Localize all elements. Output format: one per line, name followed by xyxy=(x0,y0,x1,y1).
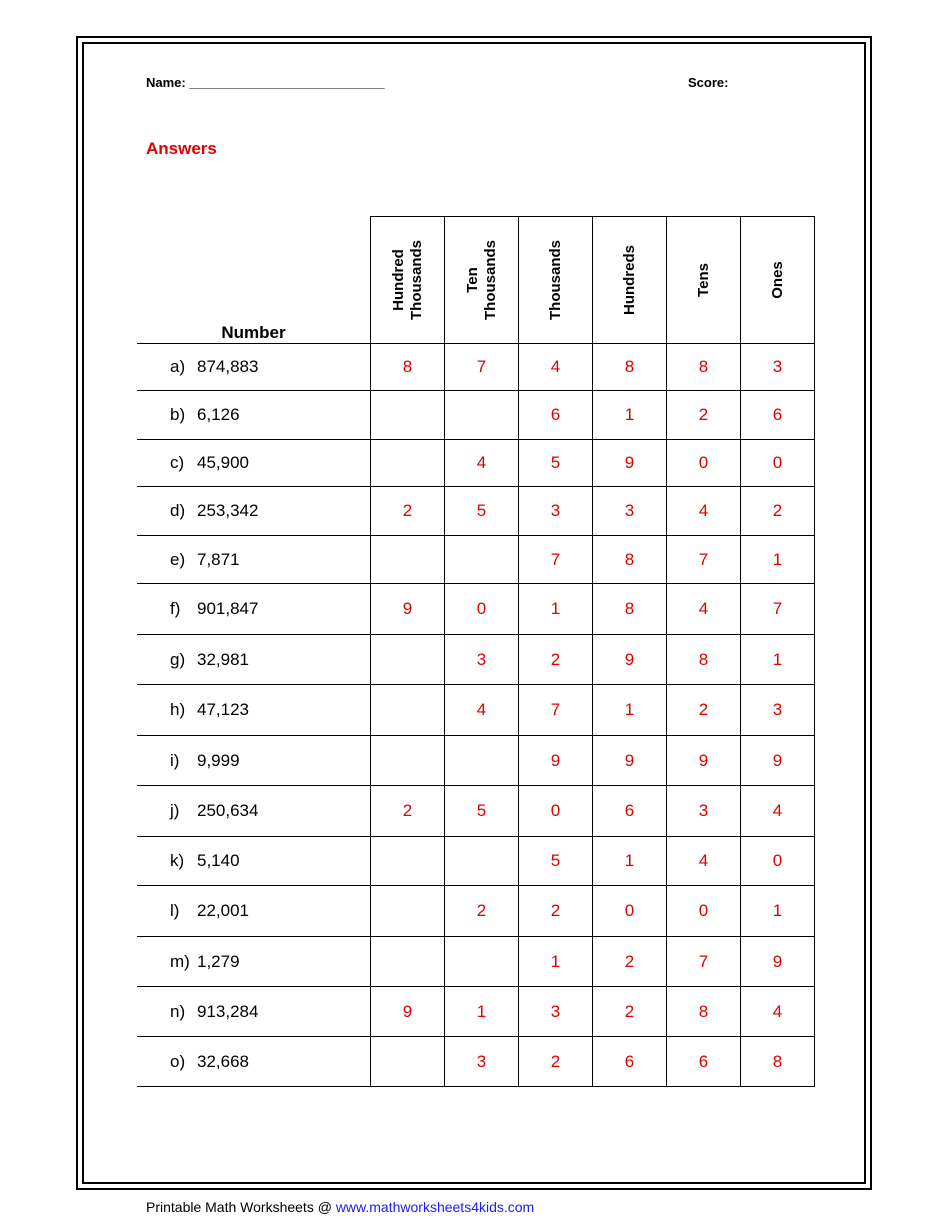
row-label xyxy=(137,736,371,786)
row-label xyxy=(137,635,371,685)
digit-cell xyxy=(371,837,445,886)
digit-cell: 8 xyxy=(667,344,741,391)
row-number: 22,001 xyxy=(197,901,249,920)
row-number: 6,126 xyxy=(197,405,240,424)
digit-cell: 3 xyxy=(741,344,815,391)
digit-cell: 6 xyxy=(667,1037,741,1087)
row-number: 5,140 xyxy=(197,851,240,870)
digit-cell xyxy=(445,837,519,886)
digit-cell: 5 xyxy=(445,786,519,837)
digit-cell: 8 xyxy=(593,536,667,584)
row-number: 32,981 xyxy=(197,649,249,669)
row-letter: e) xyxy=(170,549,186,569)
row-number: 913,284 xyxy=(197,1001,259,1021)
digit-cell: 3 xyxy=(519,987,593,1037)
digit-cell: 7 xyxy=(741,584,815,635)
column-header xyxy=(519,217,593,344)
row-letter: k) xyxy=(170,851,185,870)
column-header xyxy=(593,217,667,344)
digit-cell: 8 xyxy=(667,987,741,1037)
row-label xyxy=(137,344,371,391)
table-header-row xyxy=(137,217,815,344)
column-header xyxy=(741,217,815,344)
table-row xyxy=(137,786,815,837)
table-row xyxy=(137,635,815,685)
digit-cell: 1 xyxy=(741,635,815,685)
digit-cell: 1 xyxy=(741,886,815,937)
footer-link[interactable]: www.mathworksheets4kids.com xyxy=(335,1199,535,1215)
row-letter: i) xyxy=(170,750,180,770)
digit-cell: 9 xyxy=(741,937,815,987)
row-label xyxy=(137,786,371,837)
digit-cell xyxy=(371,1037,445,1087)
digit-cell xyxy=(445,736,519,786)
digit-cell: 9 xyxy=(593,736,667,786)
row-letter: f) xyxy=(170,599,181,618)
page-title: Answers xyxy=(146,139,217,158)
digit-cell: 4 xyxy=(445,685,519,736)
digit-cell: 3 xyxy=(593,487,667,536)
row-number: 7,871 xyxy=(197,549,240,569)
digit-cell: 2 xyxy=(593,987,667,1037)
row-letter: c) xyxy=(170,453,185,472)
digit-cell: 5 xyxy=(519,440,593,487)
digit-cell: 2 xyxy=(445,886,519,937)
row-label xyxy=(137,685,371,736)
digit-cell: 1 xyxy=(741,536,815,584)
row-label xyxy=(137,987,371,1037)
digit-cell xyxy=(371,391,445,440)
digit-cell: 1 xyxy=(593,685,667,736)
row-letter: b) xyxy=(170,405,186,424)
footer xyxy=(146,1199,534,1215)
digit-cell: 0 xyxy=(667,886,741,937)
digit-cell: 2 xyxy=(593,937,667,987)
digit-cell: 0 xyxy=(741,440,815,487)
row-label xyxy=(137,837,371,886)
digit-cell: 3 xyxy=(519,487,593,536)
row-label xyxy=(137,391,371,440)
digit-cell: 0 xyxy=(445,584,519,635)
column-header xyxy=(445,217,519,344)
digit-cell xyxy=(371,736,445,786)
digit-cell: 9 xyxy=(371,987,445,1037)
digit-cell: 4 xyxy=(741,786,815,837)
digit-cell: 4 xyxy=(445,440,519,487)
digit-cell: 3 xyxy=(445,635,519,685)
column-header xyxy=(371,217,445,344)
digit-cell: 9 xyxy=(667,736,741,786)
row-letter: d) xyxy=(170,501,186,520)
digit-cell: 1 xyxy=(519,584,593,635)
name-field: Name: ___________________________ xyxy=(146,75,385,90)
digit-cell: 4 xyxy=(667,487,741,536)
digit-cell: 3 xyxy=(667,786,741,837)
column-header-label: Hundreds xyxy=(620,244,638,316)
digit-cell: 5 xyxy=(445,487,519,536)
digit-cell: 3 xyxy=(445,1037,519,1087)
row-letter: o) xyxy=(170,1051,186,1071)
row-letter: m) xyxy=(170,951,190,971)
digit-cell xyxy=(371,536,445,584)
column-header xyxy=(667,217,741,344)
digit-cell: 9 xyxy=(593,635,667,685)
digit-cell: 8 xyxy=(741,1037,815,1087)
row-label xyxy=(137,440,371,487)
row-label xyxy=(137,536,371,584)
row-letter: h) xyxy=(170,700,186,719)
digit-cell: 2 xyxy=(667,391,741,440)
table-row xyxy=(137,1037,815,1087)
table-row xyxy=(137,987,815,1037)
score-label: Score: xyxy=(688,75,729,90)
digit-cell: 2 xyxy=(519,635,593,685)
row-letter: a) xyxy=(170,357,186,376)
row-number: 250,634 xyxy=(197,801,259,820)
digit-cell: 1 xyxy=(445,987,519,1037)
digit-cell: 8 xyxy=(371,344,445,391)
digit-cell: 6 xyxy=(593,786,667,837)
digit-cell: 4 xyxy=(519,344,593,391)
column-header-label: Ones xyxy=(768,261,786,299)
column-header-label: Ten Thousands xyxy=(463,239,499,321)
digit-cell: 9 xyxy=(741,736,815,786)
digit-cell: 3 xyxy=(741,685,815,736)
row-number: 9,999 xyxy=(197,750,240,770)
table-row xyxy=(137,536,815,584)
table-row xyxy=(137,736,815,786)
digit-cell: 4 xyxy=(667,584,741,635)
table-row xyxy=(137,440,815,487)
digit-cell: 9 xyxy=(593,440,667,487)
place-value-table xyxy=(137,216,815,1087)
table-row xyxy=(137,886,815,937)
digit-cell: 8 xyxy=(593,584,667,635)
digit-cell: 7 xyxy=(667,937,741,987)
digit-cell: 2 xyxy=(371,786,445,837)
row-number: 253,342 xyxy=(197,501,259,520)
digit-cell: 2 xyxy=(741,487,815,536)
digit-cell: 6 xyxy=(519,391,593,440)
digit-cell: 0 xyxy=(741,837,815,886)
digit-cell: 0 xyxy=(593,886,667,937)
digit-cell: 9 xyxy=(371,584,445,635)
row-number: 874,883 xyxy=(197,357,259,376)
digit-cell xyxy=(371,685,445,736)
digit-cell xyxy=(371,635,445,685)
digit-cell: 7 xyxy=(519,536,593,584)
row-letter: j) xyxy=(170,801,180,820)
digit-cell: 7 xyxy=(445,344,519,391)
digit-cell xyxy=(445,391,519,440)
digit-cell: 2 xyxy=(519,886,593,937)
digit-cell xyxy=(445,937,519,987)
row-label xyxy=(137,487,371,536)
digit-cell: 4 xyxy=(667,837,741,886)
row-number: 32,668 xyxy=(197,1051,249,1071)
table-row xyxy=(137,937,815,987)
row-label xyxy=(137,886,371,937)
digit-cell: 2 xyxy=(667,685,741,736)
digit-cell: 4 xyxy=(741,987,815,1037)
row-letter: l) xyxy=(170,901,180,920)
digit-cell: 2 xyxy=(371,487,445,536)
number-column-header: Number xyxy=(137,217,371,344)
digit-cell: 7 xyxy=(519,685,593,736)
digit-cell: 1 xyxy=(593,391,667,440)
table-row xyxy=(137,584,815,635)
row-number: 901,847 xyxy=(197,599,259,618)
row-label xyxy=(137,584,371,635)
table-row xyxy=(137,685,815,736)
digit-cell: 1 xyxy=(519,937,593,987)
table-row xyxy=(137,344,815,391)
row-letter: g) xyxy=(170,649,186,669)
row-label xyxy=(137,1037,371,1087)
digit-cell xyxy=(371,937,445,987)
digit-cell: 8 xyxy=(667,635,741,685)
digit-cell xyxy=(371,440,445,487)
digit-cell: 7 xyxy=(667,536,741,584)
footer-text: Printable Math Worksheets @ xyxy=(146,1199,336,1215)
row-number: 1,279 xyxy=(197,951,240,971)
column-header-label: Tens xyxy=(694,263,712,297)
digit-cell: 6 xyxy=(741,391,815,440)
digit-cell: 1 xyxy=(593,837,667,886)
row-number: 45,900 xyxy=(197,453,249,472)
digit-cell xyxy=(371,886,445,937)
row-number: 47,123 xyxy=(197,700,249,719)
table-row xyxy=(137,487,815,536)
digit-cell xyxy=(445,536,519,584)
column-header-label: Hundred Thousands xyxy=(389,239,425,321)
digit-cell: 5 xyxy=(519,837,593,886)
digit-cell: 0 xyxy=(667,440,741,487)
digit-cell: 0 xyxy=(519,786,593,837)
column-header-label: Thousands xyxy=(546,239,564,321)
digit-cell: 2 xyxy=(519,1037,593,1087)
row-letter: n) xyxy=(170,1001,186,1021)
digit-cell: 8 xyxy=(593,344,667,391)
digit-cell: 6 xyxy=(593,1037,667,1087)
digit-cell: 9 xyxy=(519,736,593,786)
table-row xyxy=(137,837,815,886)
row-label xyxy=(137,937,371,987)
table-row xyxy=(137,391,815,440)
